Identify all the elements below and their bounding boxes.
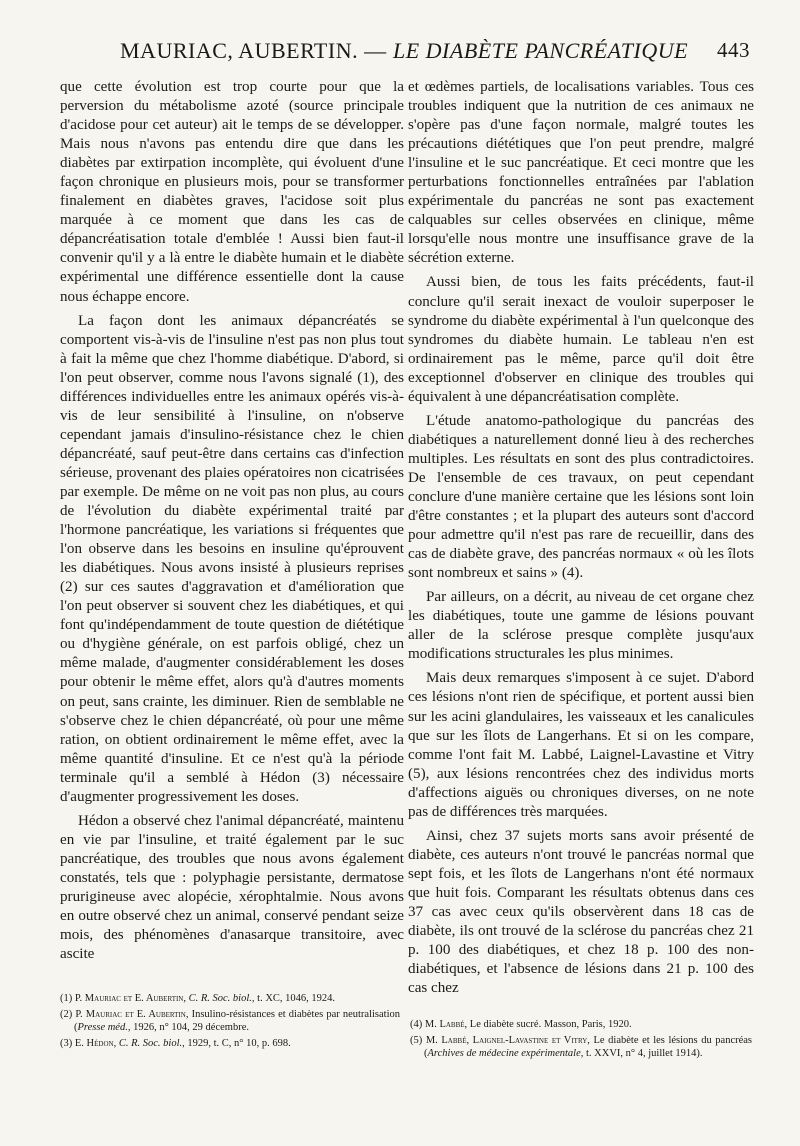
paragraph: et œdèmes partiels, de localisations variables. Tous ces troubles indiquent que la nutrition de ces animaux ne s'opère pas d'une façon normale, malgré toutes les précautions diététiques que l'on peut prendre, malgré l'insuline et le suc pancréatique. Et ceci montre que les perturbations fonctionnelles entraînées par l'ablation expérimentale du pancréas ne sont pas exactement calquables sur celles observées en clinique, même lorsqu'elle nous montre une insuffisance grave de la sécrétion externe. bbox=[408, 79, 754, 267]
footnote-text: Le diabète sucré. Masson, Paris, 1920. bbox=[469, 1019, 632, 1030]
header-title: LE DIABÈTE PANCRÉATIQUE bbox=[393, 38, 689, 63]
footnote-authors: P. Mauriac et E. Aubertin, bbox=[74, 993, 186, 1004]
footnote-source: C. R. Soc. biol., bbox=[188, 993, 255, 1004]
right-column bbox=[408, 78, 754, 998]
footnote bbox=[60, 992, 400, 1006]
footnote bbox=[410, 1034, 752, 1061]
paragraph: Mais deux remarques s'imposent à ce sujet. D'abord ces lésions n'ont rien de spécifique, et portent aussi bien sur les acini glandulaires, les vaisseaux et les canalicules que sur les îlots de Langerhans. Et si on les compare, comme l'ont fait M. Labbé, Laignel-Lavastine et Vitry (5), aux lésions rencontrées chez des individus morts d'affections aiguës ou chroniques diverses, on ne note pas de différences très marquées. bbox=[408, 670, 754, 820]
footnotes-right bbox=[410, 1018, 752, 1061]
footnote bbox=[60, 1008, 400, 1035]
left-column bbox=[60, 78, 404, 964]
footnote-authors: M. Labbé, Laignel-Lavastine et Vitry, bbox=[425, 1034, 590, 1046]
paragraph: Aussi bien, de tous les faits précédents, faut-il conclure qu'il serait inexact de vouloir superposer le syndrome du diabète expérimental à l'un quelconque des syndromes du diabète humain. Le tableau n'en est ordinairement pas le même, parce qu'il doit être exceptionnel d'observer en clinique des troubles qui équivalent à une dépancréatisation complète. bbox=[408, 274, 754, 405]
footnote-authors: E. Hédon, bbox=[74, 1037, 117, 1049]
footnote-number: (3) bbox=[60, 1037, 73, 1049]
footnote-number: (2) bbox=[60, 1008, 73, 1020]
paragraph: que cette évolution est trop courte pour que la perversion du métabolisme azoté (source principale d'acidose pour cet auteur) ait le temps de se développer. Mais nous n'avons pas entendu dire que dans les diabètes par extirpation incomplète, qui évoluent d'une façon chronique en plusieurs mois, pour se transformer finalement en diabètes graves, l'acidose soit plus marquée à ce moment que dans les cas de dépancréatisation totale d'emblée ! Aussi bien faut-il convenir qu'il y a là entre le diabète humain et le diabète expérimental une différence essentielle dont la cause nous échappe encore. bbox=[60, 79, 404, 305]
page-number: 443 bbox=[717, 38, 750, 62]
footnote-details: t. XC, 1046, 1924. bbox=[257, 993, 336, 1004]
paragraph: L'étude anatomo-pathologique du pancréas des diabétiques a naturellement donné lieu à des recherches multiples. Les résultats en sont des plus contradictoires. De l'ensemble de ces travaux, on peut cependant conclure d'une manière certaine que les lésions sont loin d'être constantes ; et la plupart des auteurs sont d'accord pour admettre qu'il n'est pas rare de recueillir, dans des cas de diabète grave, des pancréas normaux « où les îlots sont nombreux et sains » (4). bbox=[408, 412, 754, 582]
footnote-authors: P. Mauriac et E. Aubertin, bbox=[75, 1008, 189, 1020]
footnote-details: 1926, n° 104, 29 décembre. bbox=[133, 1022, 249, 1033]
running-header bbox=[60, 38, 750, 72]
footnote-number: (4) bbox=[410, 1019, 423, 1030]
footnote-text: Le diabète et les lésions du pancréas ( bbox=[424, 1034, 753, 1059]
footnote-number: (1) bbox=[60, 993, 73, 1004]
paragraph: Hédon a observé chez l'animal dépancréaté, maintenu en vie par l'insuline, et traité également par le suc pancréatique, des troubles que nous avons également constatés, tels que : polyphagie persistante, dermatose prurigineuse avec alopécie, xérophtalmie. Nous avons en outre observé chez un animal, conservé pendant seize mois, des phénomènes d'anasarque transitoire, avec ascite bbox=[60, 812, 404, 963]
footnote-text: Insulino-résistances et diabètes par neutralisation ( bbox=[74, 1008, 401, 1033]
paragraph: Ainsi, chez 37 sujets morts sans avoir présenté de diabète, ces auteurs n'ont trouvé le pancréas normal que sept fois, et les îlots de Langerhans n'ont été normaux que huit fois. Comparant les résultats obtenus dans ces 37 cas avec ceux qu'ils observèrent dans 18 cas de diabète, ils ont trouvé de la sclérose du pancréas chez 21 p. 100 des diabétiques, et chez 18 p. 100 des non-diabétiques, et l'absence de lésions dans 21 p. 100 des cas chez bbox=[408, 827, 754, 997]
footnote-authors: M. Labbé, bbox=[424, 1019, 468, 1030]
footnote-source: C. R. Soc. biol., bbox=[118, 1037, 185, 1049]
footnote-source: Presse méd., bbox=[77, 1022, 131, 1033]
footnote-details: 1929, t. C, n° 10, p. 698. bbox=[187, 1037, 291, 1049]
footnote bbox=[60, 1037, 400, 1051]
header-authors: MAURIAC, AUBERTIN. — bbox=[120, 38, 387, 63]
footnote-details: t. XXVI, n° 4, juillet 1914). bbox=[586, 1048, 703, 1059]
footnote-number: (5) bbox=[410, 1034, 423, 1046]
footnote-source: Archives de médecine expérimentale, bbox=[427, 1048, 584, 1059]
paragraph: Par ailleurs, on a décrit, au niveau de cet organe chez les diabétiques, toute une gamme de lésions pouvant aller de la sclérose presque complète jusqu'aux modifications structurales les plus minimes. bbox=[408, 589, 754, 663]
footnotes-left bbox=[60, 992, 400, 1050]
footnote bbox=[410, 1018, 752, 1032]
paragraph: La façon dont les animaux dépancréatés se comportent vis-à-vis de l'insuline n'est pas non plus tout à fait la même que chez l'homme diabétique. D'abord, si l'on peut observer, comme nous l'avons signalé (1), des différences individuelles entre les animaux opérés vis-à-vis de leur sensibilité à l'insuline, on n'observe cependant jamais d'insulino-résistance chez le chien dépancréaté, sauf peut-être dans certains cas d'infection sérieuse, provenant des plaies opératoires non cicatrisées par exemple. De même on ne voit pas non plus, au cours de l'évolution du diabète expérimental traité par l'hormone pancréatique, les variations si fréquentes que l'on observe dans les besoins en insuline qu'éprouvent les diabétiques. Nous avons insisté à plusieurs reprises (2) sur ces sautes d'aggravation et d'amélioration que l'on peut observer si souvent chez les diabétiques, et qui font qu'indépendamment de toute question de diététique ou d'hygiène générale, on est parfois obligé, chez un même malade, d'augmenter considérablement les doses pour obtenir le même effet, alors qu'à d'autres moments on peut, sans crainte, les diminuer. Rien de semblable ne s'observe chez le chien dépancréaté, où pour une même ration, on obtient ordinairement le même effet, avec la même quantité d'insuline. Et ce n'est qu'à la période terminale qu'il a semblé à Hédon (3) nécessaire d'augmenter progressivement les doses. bbox=[60, 312, 404, 805]
